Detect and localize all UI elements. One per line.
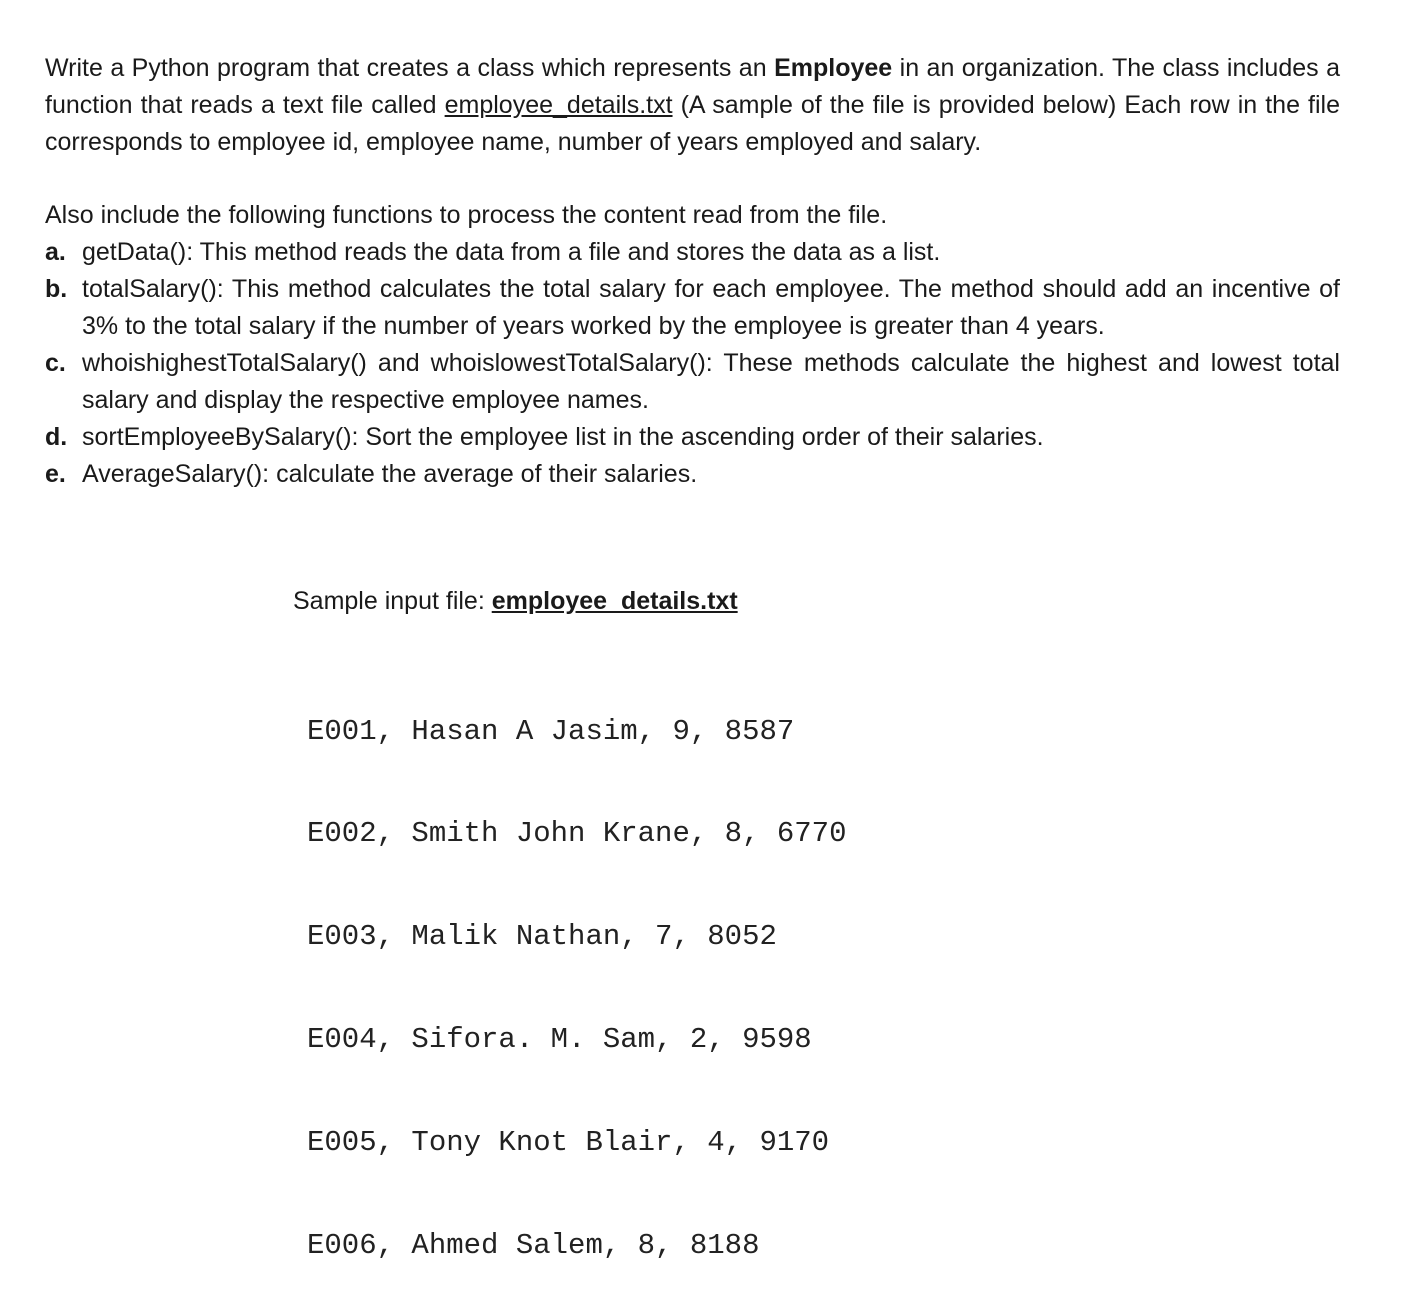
list-item-text: AverageSalary(): calculate the average of their salaries. xyxy=(82,460,698,488)
list-item xyxy=(45,345,1340,419)
file-line: E001, Hasan A Jasim, 9, 8587 xyxy=(307,714,795,748)
file-line: E004, Sifora. M. Sam, 2, 9598 xyxy=(307,1023,812,1057)
paragraph-gap xyxy=(45,161,1340,197)
list-marker: a. xyxy=(45,238,66,266)
intro-filename: employee_details.txt xyxy=(444,91,673,119)
list-item xyxy=(45,419,1340,456)
intro-employee-bold: Employee xyxy=(774,54,893,82)
intro-text-1: Write a Python program that creates a class which represents an xyxy=(45,54,775,82)
list-item xyxy=(45,271,1340,345)
list-item-text: getData(): This method reads the data from a file and stores the data as a list. xyxy=(82,238,941,266)
list-marker: e. xyxy=(45,460,66,488)
also-include-line: Also include the following functions to process the content read from the file. xyxy=(45,201,888,229)
sample-file-heading xyxy=(293,583,738,620)
intro-text-3: (A sample of the file is provided below) Each row in the file corresponds to employee id, employee name, number of years employed and salary. xyxy=(45,91,1340,156)
intro-text-2: in an organization. The class includes a function that reads a text file called xyxy=(45,54,1340,119)
function-list xyxy=(45,234,1340,493)
file-line: E006, Ahmed Salem, 8, 8188 xyxy=(307,1229,760,1263)
list-item xyxy=(45,234,1340,271)
list-item-text: sortEmployeeBySalary(): Sort the employee list in the ascending order of their salaries. xyxy=(82,423,1044,451)
sample-file-contents xyxy=(307,646,847,1298)
sample-label: Sample input file: xyxy=(293,587,492,615)
sample-filename: employee_details.txt xyxy=(491,587,738,615)
list-marker: d. xyxy=(45,423,68,451)
file-line: E003, Malik Nathan, 7, 8052 xyxy=(307,920,777,954)
list-item-text: whoishighestTotalSalary() and whoislowestTotalSalary(): These methods calculate the highest and lowest total salary and display the respective employee names. xyxy=(82,349,1340,414)
file-line: E005, Tony Knot Blair, 4, 9170 xyxy=(307,1126,830,1160)
list-marker: b. xyxy=(45,275,68,303)
list-marker: c. xyxy=(45,349,66,377)
list-item xyxy=(45,456,1340,493)
list-item-text: totalSalary(): This method calculates the total salary for each employee. The method should add an incentive of 3% to the total salary if the number of years worked by the employee is greater than 4 years. xyxy=(82,275,1340,340)
file-line: E002, Smith John Krane, 8, 6770 xyxy=(307,817,847,851)
assignment-document xyxy=(45,50,1340,493)
intro-paragraph xyxy=(45,50,1340,161)
